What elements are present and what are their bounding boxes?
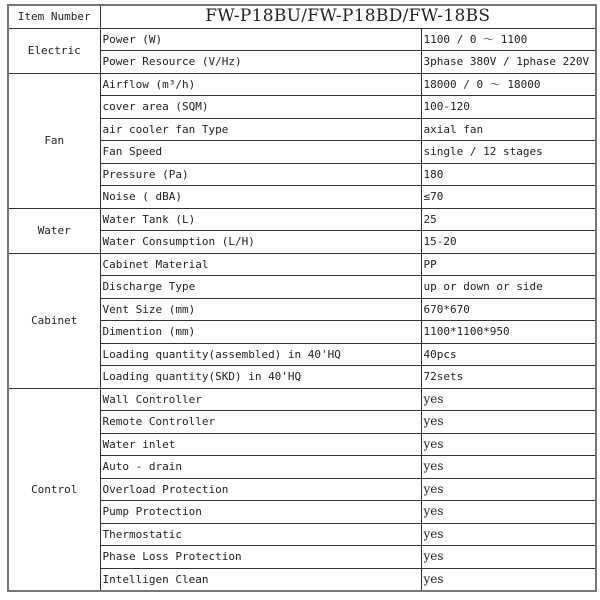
param-value: yes	[421, 478, 596, 501]
param-value: 100-120	[421, 96, 596, 119]
param-label: Cabinet Material	[100, 253, 421, 276]
param-value: 670*670	[421, 298, 596, 321]
param-value: 1100 / 0 ～ 1100	[421, 28, 596, 51]
param-label: Loading quantity(assembled) in 40'HQ	[100, 343, 421, 366]
param-label: Water Tank (L)	[100, 208, 421, 231]
param-value: single / 12 stages	[421, 141, 596, 164]
param-label: Wall Controller	[100, 388, 421, 411]
param-label: Dimention (mm)	[100, 321, 421, 344]
param-value: yes	[421, 388, 596, 411]
param-label: cover area (SQM)	[100, 96, 421, 119]
category-water: Water	[8, 208, 100, 253]
param-label: Loading quantity(SKD) in 40'HQ	[100, 366, 421, 389]
table-row	[8, 388, 596, 411]
param-label: Fan Speed	[100, 141, 421, 164]
param-value: 180	[421, 163, 596, 186]
param-value: ≤70	[421, 186, 596, 209]
param-value: axial fan	[421, 118, 596, 141]
item-number-label: Item Number	[8, 5, 100, 28]
param-value: PP	[421, 253, 596, 276]
param-label: Overload Protection	[100, 478, 421, 501]
param-value: yes	[421, 411, 596, 434]
param-label: Thermostatic	[100, 523, 421, 546]
category-fan: Fan	[8, 73, 100, 208]
param-value: 40pcs	[421, 343, 596, 366]
param-value: yes	[421, 456, 596, 479]
param-label: Auto - drain	[100, 456, 421, 479]
param-value: yes	[421, 568, 596, 591]
param-label: Vent Size (mm)	[100, 298, 421, 321]
param-label: Water Consumption (L/H)	[100, 231, 421, 254]
table-row	[8, 253, 596, 276]
param-label: Pump Protection	[100, 501, 421, 524]
category-cabinet: Cabinet	[8, 253, 100, 388]
param-label: Phase Loss Protection	[100, 546, 421, 569]
param-value: up or down or side	[421, 276, 596, 299]
spec-table	[7, 4, 597, 592]
param-label: Water inlet	[100, 433, 421, 456]
table-row	[8, 28, 596, 51]
param-value: 15-20	[421, 231, 596, 254]
param-label: Noise ( dBA)	[100, 186, 421, 209]
model-number: FW-P18BU/FW-P18BD/FW-18BS	[100, 5, 596, 28]
param-label: Power Resource (V/Hz)	[100, 51, 421, 74]
header-row	[8, 5, 596, 28]
param-value: yes	[421, 501, 596, 524]
param-value: 25	[421, 208, 596, 231]
param-value: 72sets	[421, 366, 596, 389]
param-label: Airflow (m³/h)	[100, 73, 421, 96]
param-label: air cooler fan Type	[100, 118, 421, 141]
param-value: yes	[421, 546, 596, 569]
table-row	[8, 73, 596, 96]
param-label: Remote Controller	[100, 411, 421, 434]
category-control: Control	[8, 388, 100, 591]
param-label: Discharge Type	[100, 276, 421, 299]
param-label: Power (W)	[100, 28, 421, 51]
param-label: Pressure (Pa)	[100, 163, 421, 186]
param-value: yes	[421, 433, 596, 456]
category-electric: Electric	[8, 28, 100, 73]
param-label: Intelligen Clean	[100, 568, 421, 591]
param-value: 3phase 380V / 1phase 220V	[421, 51, 596, 74]
param-value: yes	[421, 523, 596, 546]
param-value: 18000 / 0 ～ 18000	[421, 73, 596, 96]
table-row	[8, 208, 596, 231]
param-value: 1100*1100*950	[421, 321, 596, 344]
